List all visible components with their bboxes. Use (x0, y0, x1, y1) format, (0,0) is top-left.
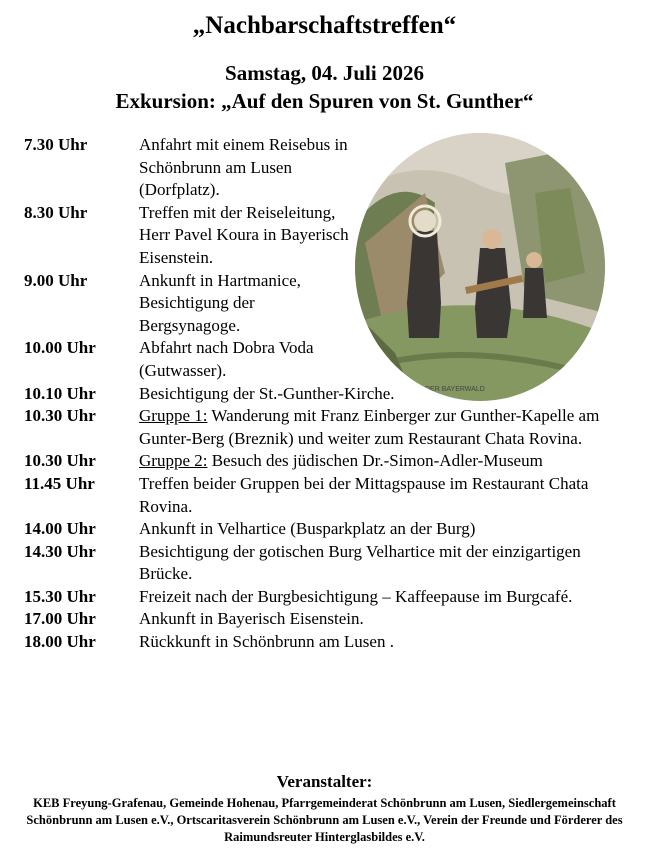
schedule-time: 17.00 Uhr (24, 609, 96, 629)
schedule-text: Rückkunft in Schönbrunn am Lusen . (139, 632, 394, 652)
group-activity: Besuch des jüdischen Dr.-Simon-Adler-Museum (207, 451, 543, 471)
schedule-row (0, 450, 649, 473)
schedule-row (0, 518, 649, 541)
schedule-text: Abfahrt nach Dobra Voda (Gutwasser). (139, 338, 314, 380)
group-label: Gruppe 2: (139, 451, 208, 471)
schedule-text: Ankunft in Bayerisch Eisenstein. (139, 609, 364, 629)
schedule-time: 18.00 Uhr (24, 632, 96, 652)
schedule-row (0, 134, 649, 202)
svg-text:DER BAYERWALD: DER BAYERWALD (425, 386, 485, 393)
schedule-time: 10.10 Uhr (24, 383, 96, 403)
schedule-text (139, 405, 619, 450)
document-title: „Nachbarschaftstreffen“ (192, 12, 457, 39)
group-label: Gruppe 1: (139, 406, 208, 426)
schedule-time: 11.45 Uhr (24, 473, 95, 493)
group-activity: Wanderung mit Franz Einberger zur Gunther-Kapelle am Gunter-Berg (Breznik) und weiter zum Restaurant Chata Rovina. (139, 406, 600, 448)
schedule-text: Freizeit nach der Burgbesichtigung – Kaffeepause im Burgcafé. (139, 586, 573, 606)
schedule-time: 8.30 Uhr (24, 202, 88, 222)
schedule-time: 9.00 Uhr (24, 270, 88, 290)
schedule-time: 7.30 Uhr (24, 135, 88, 154)
schedule-row (0, 631, 649, 654)
schedule-time: 14.30 Uhr (24, 541, 96, 561)
schedule-time: 14.00 Uhr (24, 519, 96, 539)
organizer-heading: Veranstalter: (276, 772, 373, 791)
schedule-text: Besichtigung der gotischen Burg Velhartice mit der einzigartigen Brücke. (139, 541, 581, 584)
schedule-row (0, 337, 649, 382)
schedule-text (139, 450, 619, 473)
organizer-list: KEB Freyung-Grafenau, Gemeinde Hohenau, Pfarrgemeinderat Schönbrunn am Lusen, Siedlergemeinschaft Schönbrunn am Lusen e.V., Ortscaritasverein Schönbrunn am Lusen e.V., Verein der Freunde und Förderer des Raimundsreuter Hinterglasbildes e.V. (26, 796, 623, 844)
schedule-text: Ankunft in Velhartice (Busparkplatz an der Burg) (139, 519, 476, 539)
schedule-list (0, 134, 649, 654)
schedule-row (0, 473, 649, 518)
schedule-row (0, 202, 649, 270)
event-subtitle: Exkursion: „Auf den Spuren von St. Gunther“ (115, 89, 534, 113)
schedule-row (0, 405, 649, 450)
schedule-time: 10.00 Uhr (24, 338, 96, 358)
schedule-text: Anfahrt mit einem Reisebus in Schönbrunn am Lusen (Dorfplatz). (139, 135, 348, 200)
schedule-row (0, 270, 649, 338)
schedule-time: 10.30 Uhr (24, 406, 96, 426)
schedule-time: 10.30 Uhr (24, 451, 96, 471)
schedule-text: Besichtigung der St.-Gunther-Kirche. (139, 383, 395, 403)
schedule-time: 15.30 Uhr (24, 586, 96, 606)
schedule-text: Treffen mit der Reiseleitung, Herr Pavel Koura in Bayerisch Eisenstein. (139, 202, 349, 267)
event-date: Samstag, 04. Juli 2026 (225, 61, 424, 85)
schedule-row (0, 586, 649, 609)
schedule-row (0, 608, 649, 631)
schedule-text: Treffen beider Gruppen bei der Mittagspause im Restaurant Chata Rovina. (139, 473, 589, 516)
schedule-row (0, 541, 649, 586)
schedule-text: Ankunft in Hartmanice, Besichtigung der Bergsynagoge. (139, 270, 301, 335)
schedule-row (0, 383, 649, 406)
